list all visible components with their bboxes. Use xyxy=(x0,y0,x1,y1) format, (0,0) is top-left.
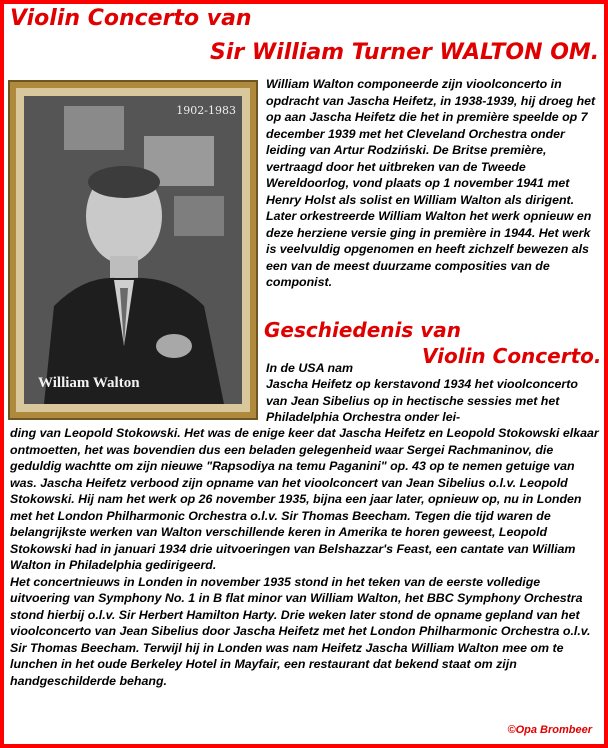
photo-caption: William Walton xyxy=(38,375,140,391)
history-intro: In de USA nam xyxy=(266,361,353,375)
photo-years: 1902-1983 xyxy=(176,104,236,117)
article-page xyxy=(4,4,604,744)
copyright-notice: ©Opa Brombeer xyxy=(507,724,592,736)
portrait-photo xyxy=(24,96,242,404)
history-body-text: ding van Leopold Stokowski. Het was de enige keer dat Jascha Heifetz en Leopold Stokowski elkaar ontmoetten, het was bovendien dus een beladen gelegenheid waar Sergei Rachmaninov, die geduldig wachtte om zijn nieuwe "Rapsodiya na temu Paganini" op. 43 op te nemen getuige van was. Jascha Heifetz verbood zijn opname van het vioolconcert van Jean Sibelius o.l.v. Leopold Stokowski. Hij nam het werk op 26 november 1935, bijna een jaar later, opnieuw op, nu in Londen met het London Philharmonic Orchestra o.l.v. Sir Thomas Beecham. Tegen die tijd waren de belangrijkste werken van Walton verschillende keren in Amerika te horen geweest, Leopold Stokowski had in januari 1934 drie uitvoeringen van Belshazzar's Feast, een cantate van William Walton in Philadelphia gedirigeerd. Het concertnieuws in Londen in november 1935 stond in het teken van de eerste volledige uitvoering van Symphony No. 1 in B flat minor van William Walton, het BBC Symphony Orchestra stond hierbij o.l.v. Sir Herbert Hamilton Harty. Drie weken later stond de opname gepland van het vioolconcerto van Jean Sibelius door Jascha Heifetz met het London Philharmonic Orchestra o.l.v. Sir Thomas Beecham. Terwijl hij in Londen was nam Heifetz Jascha William Walton mee om te lunchen in het oude Berkeley Hotel in Mayfair, een restaurant dat bekend staat om zijn handgeschilderde behang. xyxy=(10,426,599,688)
title-line-2: Sir William Turner WALTON OM. xyxy=(210,40,600,65)
history-heading-1: Geschiedenis van xyxy=(264,318,462,342)
history-heading-2: Violin Concerto. xyxy=(422,344,602,368)
title-line-1: Violin Concerto van xyxy=(10,6,252,31)
portrait-illustration xyxy=(24,96,242,404)
intro-paragraph: William Walton componeerde zijn vioolconcerto in opdracht van Jascha Heifetz, in 1938-1939, hij droeg het op aan Jascha Heifetz die het in première speelde op 7 december 1939 met het Cleveland Orchestra onder leiding van Artur Rodziński. De Britse première, vertraagd door het uitbreken van de Tweede Wereldoorlog, vond plaats op 1 november 1941 met Henry Holst als solist en William Walton als dirigent. Later orkestreerde William Walton het werk opnieuw en deze herziene versie ging in première in 1944. Het werk is veelvuldig opgenomen en heeft zichzelf bewezen als een van de meest duurzame composities van de componist. xyxy=(266,77,596,289)
history-side-text: Jascha Heifetz op kerstavond 1934 het vioolconcerto van Jean Sibelius op in hectische sessies met het Philadelphia Orchestra onder lei- xyxy=(266,377,578,424)
portrait-frame xyxy=(10,82,256,418)
